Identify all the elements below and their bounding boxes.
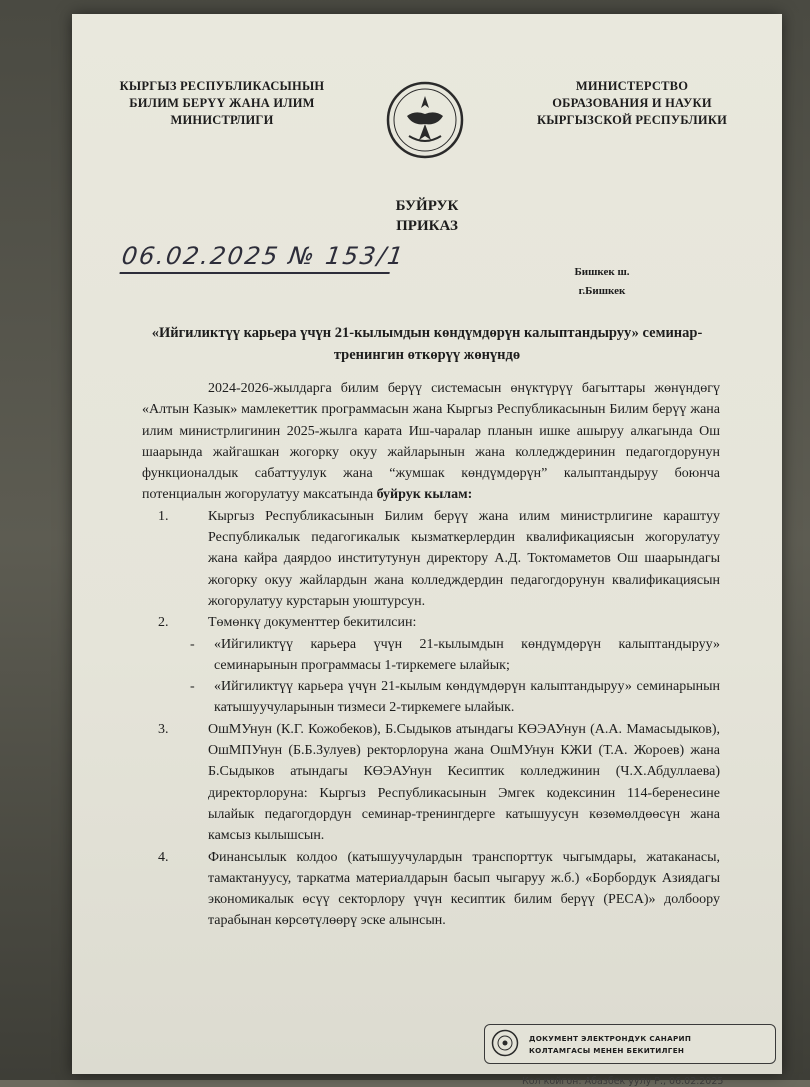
item-text: Төмөнкү документтер бекитилсин: xyxy=(208,615,417,631)
stamp-seal-icon xyxy=(491,1029,519,1057)
order-subitem-2 xyxy=(142,676,720,719)
item-text: Финансылык колдоо (катышуучулардын транспорттук чыгымдары, жатаканасы, тамактануусу, таркатма материалдарын басып чыгаруу ж.б.) «Борбордук Азиядагы экономикалык өсүү секторлору үчүн кесиптик билим берүү (PECA)» долбоору тарабынан көрсөтүлөөрү эске алынсын. xyxy=(208,849,720,929)
doc-type-kg: БУЙРУК xyxy=(395,198,459,214)
ministry-header-ru xyxy=(492,78,772,129)
item-text: Кыргыз Республикасынын Билим берүү жана илим министрлигине караштуу Республикалык педагогикалык кызматкерлердин квалификациясын жогорулатуу жана кайра даярдоо институтунун директору А.Д. Токтомаметов Ош шаарындагы жогорку окуу жайлардын жана колледждердин педагогдорунун квалификациясын жогорулатуу курстарын уюштурсун. xyxy=(208,508,720,609)
preamble-text: 2024-2026-жылдарга билим берүү системасын өнүктүрүү багыттары жөнүндөгү «Алтын Казык» мамлекеттик программасын жана Кыргыз Республикасынын Билим берүү жана илим министрлигинин 2025-жылга карата Иш-чаралар планын ишке ашыруу алкагында Ош шаарында жайгашкан жогорку окуу жайларынын жана колледждеринин педагогдорунун функционалдык сабаттуулук жана “жумшак көндүмдөрүн” калыптандыруу боюнча потенциалын жогорулатуу максатында xyxy=(142,381,720,503)
subitem-text: «Ийгиликтүү карьера үчүн 21-кылым көндүмдөрүн калыптандыруу» семинарынын катышуучуларынын тизмеси 2-тиркемеге ылайык. xyxy=(214,679,720,716)
header-ru-line: МИНИСТЕРСТВО xyxy=(575,79,689,93)
state-emblem-icon xyxy=(385,80,465,160)
order-item-2 xyxy=(142,612,720,633)
dash-marker: - xyxy=(190,679,195,695)
header-ru-line: КЫРГЫЗСКОЙ РЕСПУБЛИКИ xyxy=(536,113,728,127)
header-ru-line: ОБРАЗОВАНИЯ И НАУКИ xyxy=(552,96,712,110)
stamp-line: ДОКУМЕНТ ЭЛЕКТРОНДУК САНАРИП xyxy=(529,1034,692,1043)
order-heading: «Ийгиликтүү карьера үчүн 21-кылымдын көндүмдөрүн калыптандыруу» семинар-тренингин өткөрүү жөнүндө xyxy=(151,325,703,363)
header-kg-line: БИЛИМ БЕРҮҮ ЖАНА ИЛИМ xyxy=(129,96,315,110)
city-kg: Бишкек ш. xyxy=(574,266,630,278)
preamble xyxy=(142,378,720,506)
city-ru: г.Бишкек xyxy=(578,285,626,297)
handwritten-text: 06.02.2025 № 153/1 xyxy=(120,242,407,270)
preamble-bold: буйрук кылам: xyxy=(376,487,473,503)
order-item-4 xyxy=(142,847,720,932)
dash-marker: - xyxy=(190,636,195,652)
item-number: 4. xyxy=(158,849,169,865)
handwritten-date-number xyxy=(120,242,407,270)
stamp-line: КОЛТАМГАСЫ МЕНЕН БЕКИТИЛГЕН xyxy=(529,1046,685,1055)
doc-type-ru: ПРИКАЗ xyxy=(396,218,458,234)
item-number: 1. xyxy=(158,508,169,524)
item-number: 2. xyxy=(158,615,169,631)
e-signature-stamp xyxy=(484,1024,776,1064)
document-page xyxy=(72,14,782,1087)
ministry-header-kg xyxy=(92,78,352,129)
header-kg-line: МИНИСТРЛИГИ xyxy=(170,113,274,127)
signed-by-footer: Кол койгон: Абазбек уулу Р., 06.02.2025 xyxy=(522,1076,724,1087)
item-text: ОшМУнун (К.Г. Кожобеков), Б.Сыдыков атындагы КӨЭАУнун (А.А. Мамасыдыков), ОшМПУнун (Б.Б.Зулуев) ректорлоруна жана ОшМУнун КЖИ (Т.А. Жороев) жана Б.Сыдыков атындагы КӨЭАУнун Кесиптик колледжинин (Ч.Х.Абдуллаева) директорлоруна: Кыргыз Республикасынын Эмгек кодексинин 114-беренесине ылайык педагогдордун семинар-тренингдерге катышуусун көзөмөлдөөсүн жана камсыз кылышсын. xyxy=(208,721,720,844)
order-body xyxy=(142,378,720,932)
order-item-1 xyxy=(142,506,720,612)
order-item-3 xyxy=(142,719,720,847)
subitem-text: «Ийгиликтүү карьера үчүн 21-кылымдын көндүмдөрүн калыптандыруу» семинарынын программасы 1-тиркемеге ылайык; xyxy=(214,636,720,673)
header-kg-line: КЫРГЫЗ РЕСПУБЛИКАСЫНЫН xyxy=(119,79,325,93)
item-number: 3. xyxy=(158,721,169,737)
order-subitem-1 xyxy=(142,634,720,677)
handwritten-underline xyxy=(119,272,389,274)
